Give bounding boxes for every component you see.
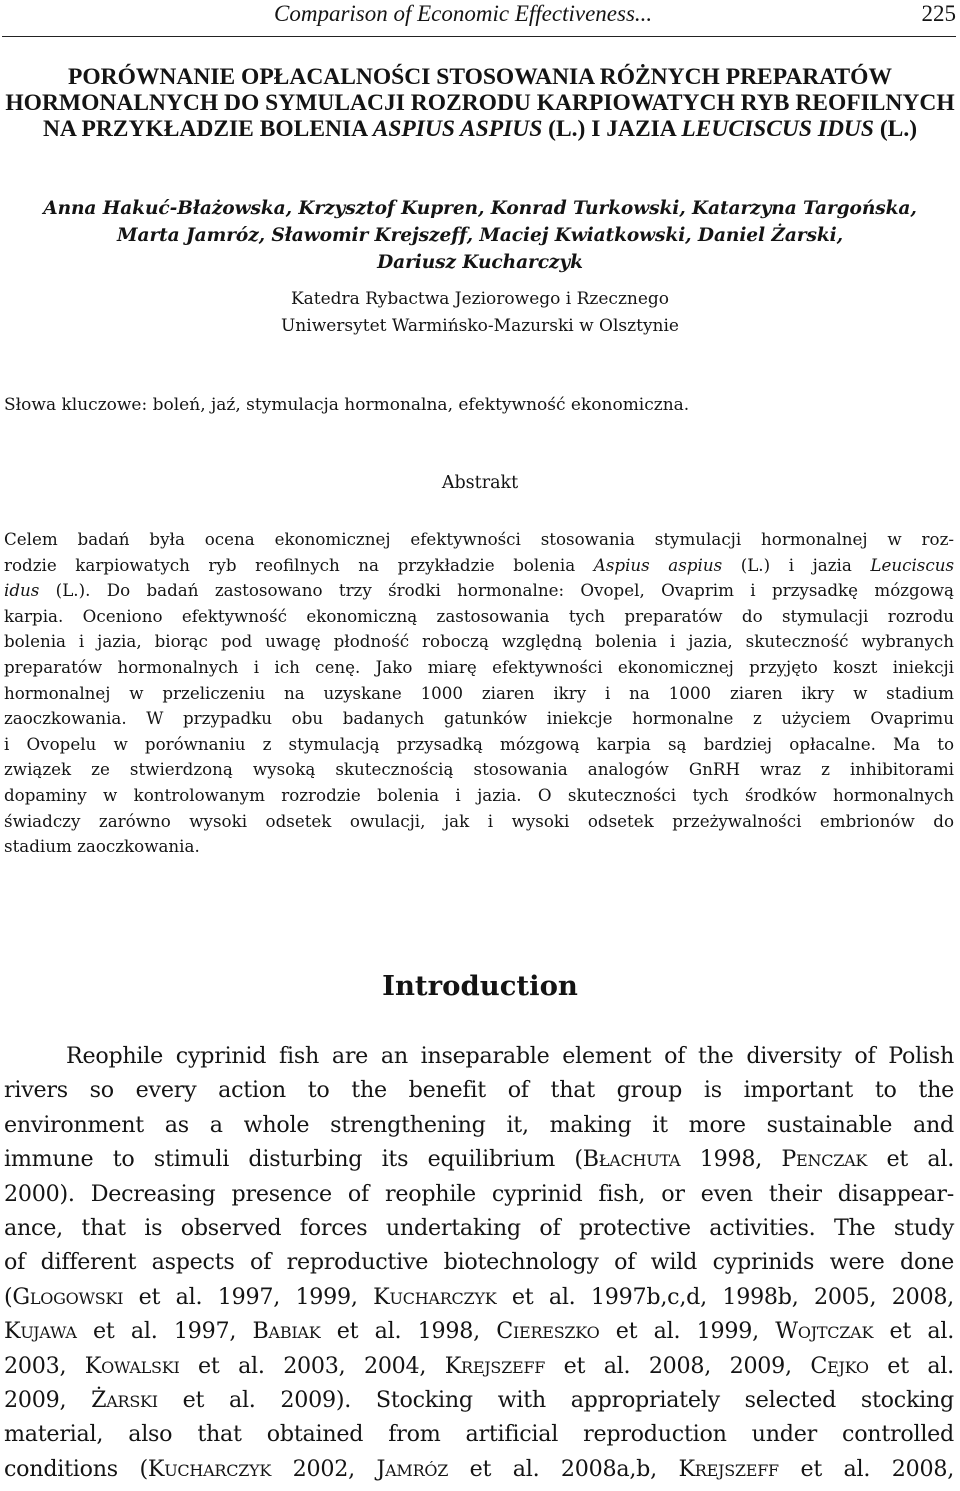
abstract-line: i Ovopelu w porównaniu z stymulacją przysadką mózgową karpia są bardziej opłacalne. Ma to xyxy=(4,733,954,754)
citation-author: Kujawa xyxy=(4,1318,77,1345)
abstract-line: hormonalnej w przeliczeniu na uzyskane 1000 ziaren ikry i na 1000 ziaren ikry w stadium xyxy=(4,682,954,703)
abstract-line: zaoczkowania. W przypadku obu badanych gatunków iniekcje hormonalne z użyciem Ovaprimu xyxy=(4,708,954,729)
keywords: Słowa kluczowe: boleń, jaź, stymulacja hormonalna, efektywność ekonomiczna. xyxy=(4,395,690,415)
intro-line: 2003, Kowalski et al. 2003, 2004, Krejszeff et al. 2008, 2009, Cejko et al. xyxy=(4,1352,954,1379)
citation-author: Kowalski xyxy=(84,1352,180,1379)
intro-line: rivers so every action to the benefit of that group is important to the xyxy=(4,1077,954,1104)
citation-author: Glogowski xyxy=(12,1283,124,1310)
abstract-line: bolenia i jazia, biorąc pod uwagę płodność roboczą względną bolenia i jazia, skuteczność wybranych xyxy=(4,631,954,652)
abstract-line: dopaminy w kontrolowanym rozrodzie bolenia i jazia. O skuteczności tych środków hormonalnych xyxy=(4,784,954,805)
citation-author: Jamróz xyxy=(376,1455,449,1482)
abstract-line: świadczy zarówno wysoki odsetek owulacji, jak i wysoki odsetek przeżywalności embrionów do xyxy=(4,810,954,831)
author-line: Dariusz Kucharczyk xyxy=(377,252,583,273)
citation-author: Cejko xyxy=(810,1352,869,1379)
citation-author: Wojtczak xyxy=(775,1318,874,1345)
author-line: Anna Hakuć-Błażowska, Krzysztof Kupren, Konrad Turkowski, Katarzyna Targońska, xyxy=(43,198,917,219)
abstract-line: idus (L.). Do badań zastosowano trzy środki hormonalne: Ovopel, Ovaprim i przysadkę mózgową xyxy=(4,580,954,601)
citation-author: Penczak xyxy=(781,1146,868,1173)
citation-author: Krejszeff xyxy=(444,1352,546,1379)
intro-line: 2000). Decreasing presence of reophile cyprinid fish, or even their disappear- xyxy=(4,1180,954,1207)
running-title: Comparison of Economic Effectiveness... xyxy=(274,1,653,26)
abstract-heading: Abstrakt xyxy=(441,473,519,493)
intro-line: Kujawa et al. 1997, Babiak et al. 1998, Ciereszko et al. 1999, Wojtczak et al. xyxy=(4,1318,955,1345)
abstract-line: Celem badań była ocena ekonomicznej efektywności stosowania stymulacji hormonalnej w roz- xyxy=(4,529,954,549)
abstract-body xyxy=(4,527,954,860)
intro-line: 2009, Żarski et al. 2009). Stocking with appropriately selected stocking xyxy=(4,1387,954,1414)
citation-author: Krejszeff xyxy=(678,1455,779,1482)
author-line: Marta Jamróz, Sławomir Krejszeff, Maciej Kwiatkowski, Daniel Żarski, xyxy=(117,225,843,246)
abstract-line: karpia. Oceniono efektywność ekonomiczną zastosowania tych preparatów do stymulacji rozrodu xyxy=(4,605,954,626)
intro-line: material, also that obtained from artificial reproduction under controlled xyxy=(4,1421,954,1448)
citation-author: Żarski xyxy=(91,1387,158,1414)
citation-author: Kucharczyk xyxy=(373,1283,497,1310)
intro-line: Reophile cyprinid fish are an inseparable element of the diversity of Polish xyxy=(66,1043,954,1069)
title-line: NA PRZYKŁADZIE BOLENIA ASPIUS ASPIUS (L.) I JAZIA LEUCISCUS IDUS (L.) xyxy=(42,116,918,142)
citation-author: Błachuta xyxy=(582,1146,681,1173)
author-list xyxy=(0,195,960,276)
title-line: HORMONALNYCH DO SYMULACJI ROZRODU KARPIOWATYCH RYB REOFILNYCH xyxy=(5,90,955,116)
abstract-line: związek ze stwierdzoną wysoką skutecznością stosowania analogów GnRH wraz z inhibitorami xyxy=(4,759,954,780)
citation-author: Babiak xyxy=(252,1318,321,1345)
intro-line: ance, that is observed forces undertaking of protective activities. The study xyxy=(4,1215,954,1242)
intro-line: immune to stimuli disturbing its equilibrium (Błachuta 1998, Penczak et al. xyxy=(4,1146,954,1173)
affiliation xyxy=(0,286,960,340)
affiliation-line: Uniwersytet Warmińsko-Mazurski w Olsztynie xyxy=(280,316,679,336)
intro-line: environment as a whole strengthening it, making it more sustainable and xyxy=(4,1111,954,1138)
affiliation-line: Katedra Rybactwa Jeziorowego i Rzecznego xyxy=(290,289,670,309)
title-line: PORÓWNANIE OPŁACALNOŚCI STOSOWANIA RÓŻNYCH PREPARATÓW xyxy=(68,64,892,90)
abstract-line: stadium zaoczkowania. xyxy=(4,836,200,857)
citation-author: Ciereszko xyxy=(496,1318,600,1345)
polish-title xyxy=(0,64,960,142)
abstract-line: preparatów hormonalnych i ich cenę. Jako miarę efektywności ekonomicznej przyjęto koszt iniekcji xyxy=(4,656,954,677)
page-header xyxy=(2,0,956,37)
citation-author: Kucharczyk xyxy=(147,1455,272,1482)
intro-line: of different aspects of reproductive biotechnology of wild cyprinids were done xyxy=(4,1249,954,1276)
introduction-heading: Introduction xyxy=(382,970,578,1002)
introduction-body xyxy=(4,1039,954,1486)
intro-line: (Glogowski et al. 1997, 1999, Kucharczyk et al. 1997b,c,d, 1998b, 2005, 2008, xyxy=(4,1283,954,1310)
intro-line: conditions (Kucharczyk 2002, Jamróz et al. 2008a,b, Krejszeff et al. 2008, xyxy=(4,1455,955,1482)
abstract-line: rodzie karpiowatych ryb reofilnych na przykładzie bolenia Aspius aspius (L.) i jazia Leuciscus xyxy=(4,554,955,575)
page-number: 225 xyxy=(921,1,956,26)
